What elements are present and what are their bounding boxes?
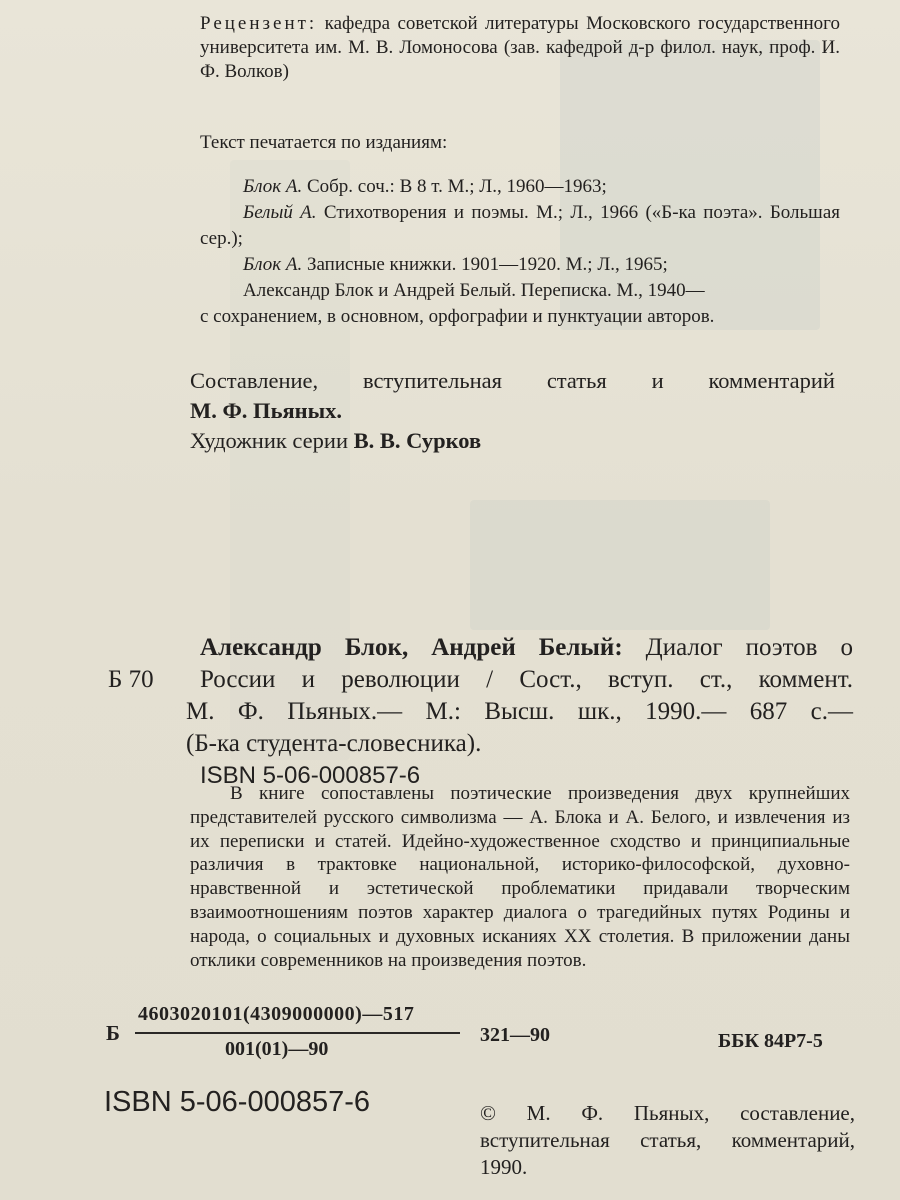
source-title: Стихотворения и поэмы. М.; Л., 1966 («Б-ка поэта». Большая сер.); xyxy=(200,202,840,249)
annotation-text: В книге сопоставлены поэтические произведения двух крупнейших представителей русского символизма — А. Блока и А. Белого, и извлечения из их переписки и статей. Идейно-художественное сходство и принципиальные различия в трактовке национальной, историко-философской, духовно-нравственной и эстетической проблематики придавали творческим взаимоотношениям поэтов характер диалога о трагедийных путях Родины и народа, о социальных и духовных исканиях XX столетия. В приложении даны отклики современников на произведения поэтов. xyxy=(190,783,850,971)
compiler-word: Составление, xyxy=(190,368,319,393)
reviewer-note xyxy=(200,12,840,84)
source-title: Записные книжки. 1901—1920. М.; Л., 1965; xyxy=(306,254,668,275)
reviewer-label: Рецензент: xyxy=(200,13,318,34)
isbn-footer: ISBN 5-06-000857-6 xyxy=(104,1086,370,1118)
copyright-notice: © М. Ф. Пьяных, составление, вступительная статья, комментарий, 1990. xyxy=(480,1101,855,1179)
sources-list xyxy=(200,174,840,330)
compiler-credit xyxy=(190,366,835,426)
catalog-text: России и революции / Сост., вступ. ст., коммент. xyxy=(200,666,853,693)
catalog-record xyxy=(108,632,853,792)
catalog-isbn: ISBN 5-06-000857-6 xyxy=(200,762,421,789)
reviewer-text: кафедра советской литературы Московского государственного университета им. М. В. Ломоносова (зав. кафедрой д-р филол. наук, проф. И. Ф. Волков) xyxy=(200,13,841,82)
source-entry xyxy=(200,174,840,200)
catalog-line xyxy=(108,664,853,696)
source-entry xyxy=(200,252,840,278)
compiler-word: статья xyxy=(546,368,607,393)
catalog-index: Б 70 xyxy=(108,666,154,693)
source-entry xyxy=(200,200,840,252)
compiler-word: вступительная xyxy=(362,368,502,393)
sources-intro: Текст печатается по изданиям: xyxy=(200,132,448,153)
catalog-line xyxy=(108,632,853,664)
artist-name: В. В. Сурков xyxy=(353,428,482,453)
sources-continuation: с сохранением, в основном, орфографии и пунктуации авторов. xyxy=(200,306,715,327)
catalog-series: (Б-ка студента-словесника). xyxy=(186,730,482,757)
source-author: Блок А. xyxy=(243,254,303,275)
compiler-word: и xyxy=(651,368,664,393)
imprint-order: 321—90 xyxy=(480,1024,550,1046)
source-author: Блок А. xyxy=(243,176,303,197)
artist-label: Художник серии xyxy=(190,428,349,453)
source-author: Белый А. xyxy=(243,202,317,223)
artist-credit xyxy=(190,428,481,454)
fraction-rule xyxy=(135,1032,460,1034)
imprint-denominator: 001(01)—90 xyxy=(225,1038,329,1060)
imprint-letter: Б xyxy=(106,1021,120,1045)
catalog-title: Диалог поэтов о xyxy=(645,634,853,661)
catalog-authors: Александр Блок, Андрей Белый: xyxy=(200,634,623,661)
catalog-line xyxy=(108,696,853,728)
compiler-name: М. Ф. Пьяных. xyxy=(190,398,343,423)
show-through-mark xyxy=(470,500,770,630)
bbk-code: ББК 84Р7-5 xyxy=(718,1030,823,1052)
imprint-numerator: 4603020101(4309000000)—517 xyxy=(138,1003,415,1025)
annotation xyxy=(190,782,850,972)
source-entry xyxy=(200,278,840,304)
catalog-text: М. Ф. Пьяных.— М.: Высш. шк., 1990.— 687 с.— xyxy=(186,698,853,725)
source-title: Собр. соч.: В 8 т. М.; Л., 1960—1963; xyxy=(306,176,607,197)
compiler-word: комментарий xyxy=(708,368,835,393)
compiler-line xyxy=(190,366,835,396)
source-title: Александр Блок и Андрей Белый. Переписка. М., 1940— xyxy=(243,280,705,301)
